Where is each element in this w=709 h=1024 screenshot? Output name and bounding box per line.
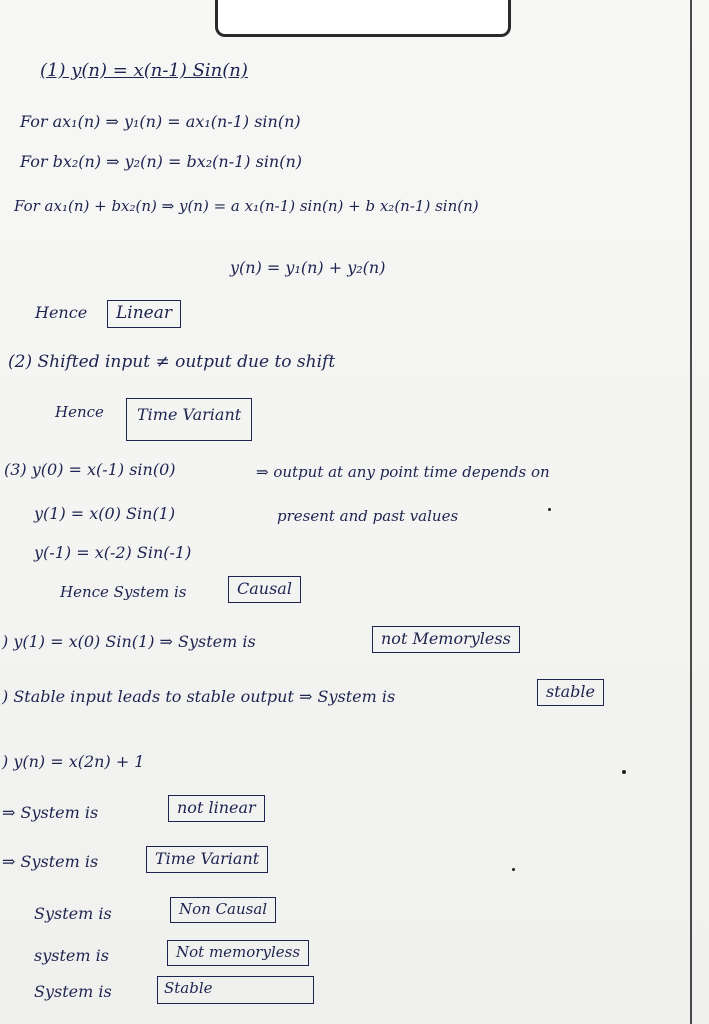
part3-result-box: Causal: [228, 576, 301, 603]
part2-result-box: Time Variant: [126, 398, 252, 441]
part3-line2: y(1) = x(0) Sin(1): [34, 504, 176, 523]
part6-row2-prefix: ⇒ System is: [2, 852, 99, 871]
part6-row3-result: Non Causal: [170, 897, 276, 923]
part6-row5-prefix: System is: [34, 982, 112, 1001]
part6-row4-prefix: system is: [34, 946, 109, 965]
part3-line1: (3) y(0) = x(-1) sin(0): [4, 460, 176, 479]
part3-line3: y(-1) = x(-2) Sin(-1): [34, 543, 192, 562]
ink-dot: [548, 508, 551, 511]
part2-hence: Hence: [55, 403, 104, 421]
part3-note2: present and past values: [277, 507, 459, 525]
part1-line1: For ax₁(n) ⇒ y₁(n) = ax₁(n-1) sin(n): [20, 112, 301, 131]
part1-line4: y(n) = y₁(n) + y₂(n): [230, 258, 386, 277]
part5-result-box: stable: [537, 679, 604, 706]
part1-title: (1) y(n) = x(n-1) Sin(n): [40, 60, 248, 81]
ink-dot: [622, 770, 626, 774]
part6-row1-result: not linear: [168, 795, 265, 822]
part3-note1: ⇒ output at any point time depends on: [256, 463, 550, 481]
part6-row2-result: Time Variant: [146, 846, 268, 873]
page-header-box: [215, 0, 511, 37]
part6-row1-prefix: ⇒ System is: [2, 803, 99, 822]
part2-line1: (2) Shifted input ≠ output due to shift: [8, 352, 336, 372]
part4-line: ) y(1) = x(0) Sin(1) ⇒ System is: [2, 632, 256, 651]
ink-dot: [512, 868, 515, 871]
part1-hence: Hence: [35, 303, 88, 322]
part1-line2: For bx₂(n) ⇒ y₂(n) = bx₂(n-1) sin(n): [20, 152, 303, 171]
part4-result-box: not Memoryless: [372, 626, 520, 653]
part6-row3-prefix: System is: [34, 904, 112, 923]
part6-row4-result: Not memoryless: [167, 940, 309, 966]
margin-line: [690, 0, 692, 1024]
part3-hence: Hence System is: [60, 583, 187, 601]
part6-row5-result: Stable: [157, 976, 314, 1004]
part6-equation: ) y(n) = x(2n) + 1: [2, 752, 145, 771]
part5-line: ) Stable input leads to stable output ⇒ System is: [2, 687, 396, 706]
part1-result-box: Linear: [107, 300, 181, 328]
part1-line3: For ax₁(n) + bx₂(n) ⇒ y(n) = a x₁(n-1) sin(n) + b x₂(n-1) sin(n): [14, 197, 479, 215]
